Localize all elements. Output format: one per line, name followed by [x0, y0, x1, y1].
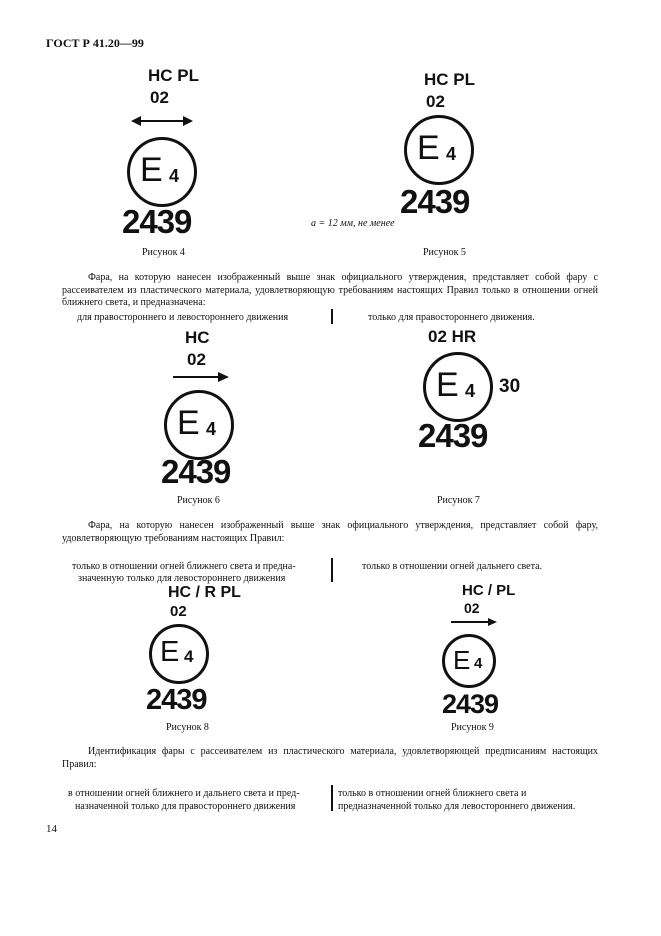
fig5-approval-number: 2439: [400, 183, 470, 220]
fig9-codes: HC / PL: [462, 582, 516, 599]
fig9-approval-circle: [442, 634, 496, 688]
document-header: ГОСТ Р 41.20—99: [46, 36, 144, 50]
fig9-index: 02: [464, 600, 480, 616]
paragraph-2: Фара, на которую нанесен изображенный выше знак официального утверждения, представляет собой фару, удовлетворяющую требованиям настоящих Правил:: [62, 520, 598, 544]
column-divider-3: [331, 785, 333, 811]
fig5-approval-circle: [404, 115, 474, 185]
sub3-right-line2: предназначенной только для левостороннего движения.: [338, 801, 576, 812]
sub1-left: для правостороннего и левостороннего движения: [77, 312, 289, 323]
fig5-dimension-note: a = 12 мм, не менее: [311, 218, 395, 229]
fig9-approval-number: 2439: [442, 689, 499, 719]
fig7-mark-e: E: [436, 366, 459, 404]
sub2-left-line2: значенную только для левостороннего движения: [78, 573, 286, 584]
fig4-bidirectional-arrow-icon: [131, 114, 193, 128]
paragraph-3: Идентификация фары с рассеивателем из пластического материала, удовлетворяющей предписаниям настоящих Правил:: [62, 746, 598, 770]
fig8-caption: Рисунок 8: [166, 722, 209, 733]
fig4-codes: HC PL: [148, 66, 199, 85]
fig5-caption: Рисунок 5: [423, 247, 466, 258]
fig9-mark-e: E: [453, 645, 471, 675]
fig5-codes: HC PL: [424, 70, 475, 89]
fig4-mark-number: 4: [169, 166, 180, 186]
fig8-approval-number: 2439: [146, 684, 207, 716]
fig5-mark-number: 4: [446, 144, 457, 164]
fig4-approval-circle: [127, 137, 197, 207]
fig8-index: 02: [170, 603, 187, 620]
fig6-approval-number: 2439: [161, 453, 231, 490]
page-number: 14: [46, 823, 57, 835]
fig8-approval-circle: [149, 624, 209, 684]
fig4-mark-e: E: [140, 151, 163, 189]
fig8-codes: HC / R PL: [168, 584, 241, 601]
fig8-mark-e: E: [160, 636, 180, 668]
sub3-left-line2: назначенной только для правостороннего движения: [75, 801, 296, 812]
fig5-mark-e: E: [417, 129, 440, 167]
sub2-right: только в отношении огней дальнего света.: [362, 561, 543, 572]
fig7-mark-number: 4: [465, 381, 476, 401]
fig7-extra-code: 30: [499, 376, 521, 397]
fig7-caption: Рисунок 7: [437, 495, 480, 506]
column-divider-2: [331, 558, 333, 582]
fig4-approval-number: 2439: [122, 203, 192, 240]
fig6-right-arrow-icon: [173, 371, 229, 383]
paragraph-1: Фара, на которую нанесен изображенный выше знак официального утверждения, представляет собой фару с рассеивателем из пластического материала, удовлетворяющую требованиям настоящих Правил только в отношении огней ближнего света, и предназначена:: [62, 272, 598, 308]
fig7-codes: 02 HR: [428, 327, 477, 346]
sub3-right-line1: только в отношении огней ближнего света и: [338, 788, 527, 799]
column-divider-1: [331, 309, 333, 324]
sub3-left-line1: в отношении огней ближнего и дальнего света и пред-: [68, 788, 300, 799]
fig6-codes: HC: [185, 328, 210, 347]
sub1-right: только для правостороннего движения.: [368, 312, 535, 323]
fig9-mark-number: 4: [474, 655, 483, 672]
fig4-caption: Рисунок 4: [142, 247, 185, 258]
fig6-index: 02: [187, 350, 206, 369]
fig7-approval-circle: [423, 352, 493, 422]
fig5-index: 02: [426, 92, 445, 111]
fig9-caption: Рисунок 9: [451, 722, 494, 733]
fig4-index: 02: [150, 88, 169, 107]
fig6-approval-circle: [164, 390, 234, 460]
fig9-right-arrow-icon: [451, 617, 497, 627]
fig8-mark-number: 4: [184, 647, 194, 666]
fig6-mark-e: E: [177, 404, 200, 442]
sub2-left-line1: только в отношении огней ближнего света и предна-: [72, 561, 296, 572]
fig7-approval-number: 2439: [418, 417, 488, 454]
fig6-caption: Рисунок 6: [177, 495, 220, 506]
fig6-mark-number: 4: [206, 419, 217, 439]
